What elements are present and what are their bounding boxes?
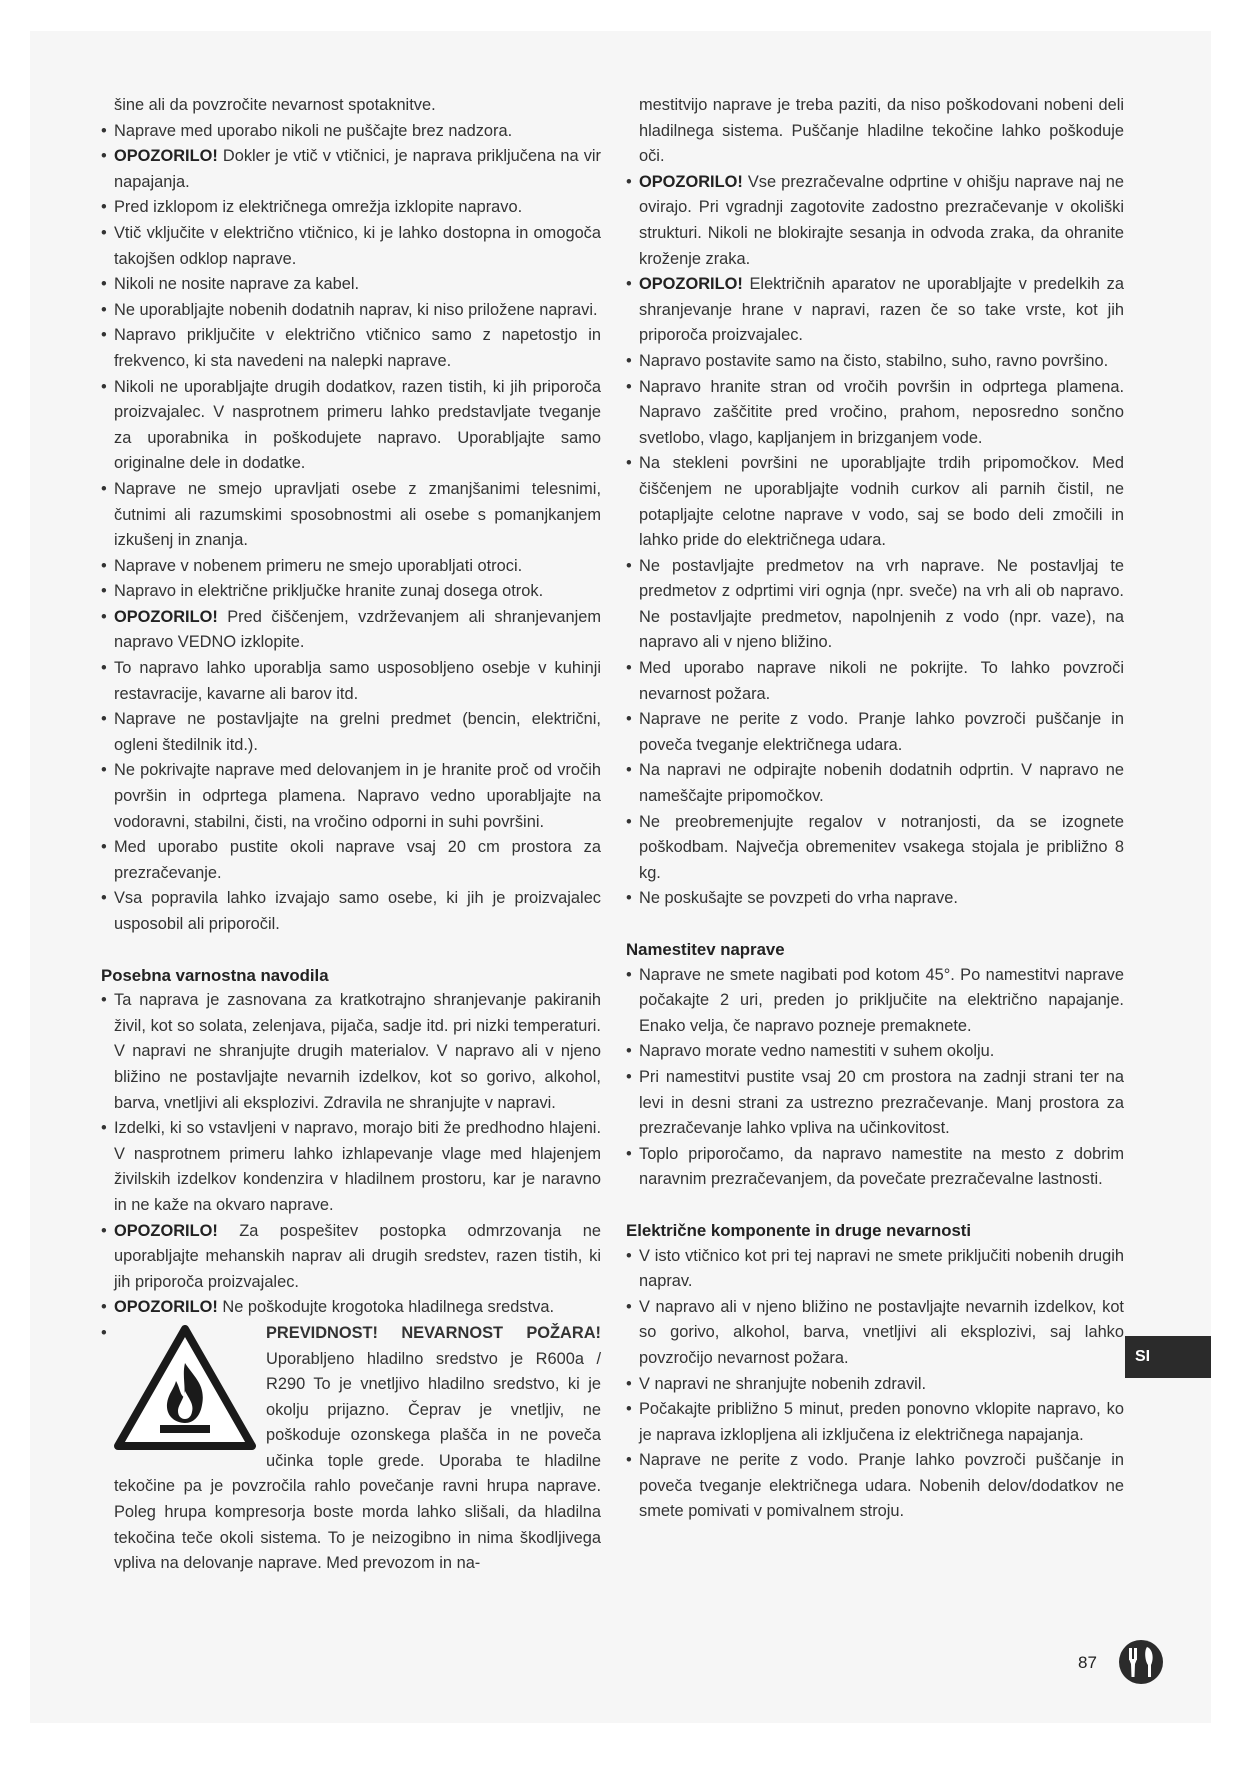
- list-item: [101, 605, 601, 656]
- continued-text: mestitvijo naprave je treba paziti, da niso poškodovani nobeni deli hladilnega sistema. Puščanje hladilne tekočine lahko poškoduje oči.: [639, 96, 1124, 166]
- list-item: [101, 656, 601, 707]
- list-item-text: Počakajte približno 5 minut, preden ponovno vklopite napravo, ko je naprava izklopljena ali izključena iz električnega napajanja.: [639, 1400, 1124, 1444]
- cutlery-logo-icon: [1118, 1639, 1164, 1685]
- page-number: 87: [1078, 1653, 1097, 1672]
- list-item-text: Naprave ne perite z vodo. Pranje lahko povzroči puščanje in poveča tveganje električnega udara. Nobenih delov/dodatkov ne smete pomivati v pomivalnem stroju.: [639, 1451, 1124, 1521]
- list-item: [101, 298, 601, 324]
- list-item-text: V isto vtičnico kot pri tej napravi ne smete priključiti nobenih drugih naprav.: [639, 1246, 1124, 1291]
- list-item-text: Ne uporabljajte nobenih dodatnih naprav, ki niso priložene napravi.: [114, 300, 598, 319]
- warning-label: OPOZORILO!: [639, 172, 743, 191]
- list-item-text: Vse prezračevalne odprtine v ohišju naprave naj ne ovirajo. Pri vgradnji zagotovite zadostno prezračevanje v okoliški strukturi. Nikoli ne blokirajte sesanja in odvoda zraka, da ohranite kroženje zraka.: [639, 172, 1124, 268]
- list-item: [101, 1219, 601, 1296]
- list-item-text: Pred čiščenjem, vzdrževanjem ali shranjevanjem napravo VEDNO izklopite.: [114, 607, 601, 652]
- list-item-text: Naprave ne perite z vodo. Pranje lahko povzroči puščanje in poveča tveganje električnega udara.: [639, 710, 1124, 754]
- list-item: [101, 195, 601, 221]
- list-item-text: Na napravi ne odpirajte nobenih dodatnih odprtin. V napravo ne nameščajte pripomočkov.: [639, 761, 1124, 806]
- list-item: [101, 144, 601, 195]
- list-item: [101, 119, 601, 145]
- list-item-text: Med uporabo pustite okoli naprave vsaj 20 cm prostora za prezračevanje.: [114, 838, 601, 882]
- list-item: [101, 579, 601, 605]
- fire-warning-heading: • PREVIDNOST! NEVARNOST POŽARA!: [266, 1323, 601, 1342]
- fire-warning-text: Uporabljeno hladilno sredstvo je R600a / R290 To je vnetljivo hladilno sredstvo, ki je okolju prijazno. Čeprav je vnetljiv, ne poškoduje ozonskega plašča in ne poveča učinka tople grede. Uporaba te hladilne tekočine pa je povzročila rahlo povečanje ravni hrupa naprave. Poleg hrupa kompresorja boste morda lahko slišali, da hladilna tekočina teče okoli sistema. To je neizogibno in nima škodljivega vpliva na delovanje naprave. Med prevozom in na-: [114, 1349, 601, 1573]
- list-item-text: Ne poskušajte se povzpeti do vrha naprave.: [639, 889, 958, 908]
- list-item: [101, 835, 601, 886]
- list-item: [101, 323, 601, 374]
- list-item: [626, 1065, 1124, 1142]
- list-item-text: Ne postavljajte predmetov na vrh naprave. Ne postavljaj te predmetov z odprtimi viri ognja (npr. sveče) na vrh ali ob napravo. Ne postavljajte predmetov, napolnjenih z vodo (npr. vaze), na napravo ali v njeno bližino.: [639, 556, 1124, 652]
- list-item: [101, 221, 601, 272]
- list-item: [626, 886, 1124, 912]
- warning-label: OPOZORILO!: [114, 607, 218, 626]
- installation-list: [626, 963, 1124, 1193]
- safety-list: [626, 170, 1124, 912]
- list-item: [101, 886, 601, 937]
- safety-list: [101, 119, 601, 938]
- list-item: [101, 1116, 601, 1218]
- list-item: [101, 272, 601, 298]
- electrical-list: [626, 1244, 1124, 1526]
- list-item: [626, 349, 1124, 375]
- section-heading-installation: Namestitev naprave: [626, 940, 785, 959]
- list-item-text: Ne preobremenjujte regalov v notranjosti, da se izognete poškodbam. Največja obremenitev vsakega stojala je približno 8 kg.: [639, 812, 1124, 882]
- special-safety-list: [101, 988, 601, 1321]
- list-item-text: Toplo priporočamo, da napravo namestite na mesto z dobrim naravnim prezračevanjem, da povečate prezračevalne lastnosti.: [639, 1144, 1124, 1189]
- flammable-warning-icon: [114, 1325, 256, 1450]
- list-item-text: Pred izklopom iz električnega omrežja izklopite napravo.: [114, 198, 523, 217]
- list-item: [626, 272, 1124, 349]
- list-item-text: Napravo priključite v električno vtičnico samo z napetostjo in frekvenco, ki sta navedeni na nalepki naprave.: [114, 326, 601, 370]
- manual-page: [30, 31, 1211, 1723]
- list-item-text: Dokler je vtič v vtičnici, je naprava priključena na vir napajanja.: [114, 147, 601, 191]
- list-item: [626, 656, 1124, 707]
- warning-label: OPOZORILO!: [639, 275, 743, 294]
- list-item-text: Napravo hranite stran od vročih površin in odprtega plamena. Napravo zaščitite pred vročino, prahom, neposredno sončno svetlobo, vlago, kapljanjem in brizganjem vode.: [639, 377, 1124, 447]
- list-item-text: Nikoli ne nosite naprave za kabel.: [114, 275, 360, 294]
- list-item: [626, 554, 1124, 656]
- list-item: [626, 451, 1124, 553]
- list-item: [626, 1039, 1124, 1065]
- warning-label: OPOZORILO!: [114, 147, 218, 166]
- list-item-text: Napravo postavite samo na čisto, stabilno, suho, ravno površino.: [639, 351, 1109, 370]
- list-item-text: Naprave ne smete nagibati pod kotom 45°. Po namestitvi naprave počakajte 2 uri, preden jo priključite na električno napajanje. Enako velja, če napravo pozneje premaknete.: [639, 965, 1124, 1035]
- list-item-text: Napravo morate vedno namestiti v suhem okolju.: [639, 1042, 995, 1061]
- continued-text: šine ali da povzročite nevarnost spotaknitve.: [114, 96, 436, 114]
- list-item: [626, 758, 1124, 809]
- left-column: [101, 93, 601, 1577]
- list-item: [626, 1448, 1124, 1525]
- list-item: [626, 1397, 1124, 1448]
- fire-warning-item: [101, 1321, 601, 1577]
- list-item-text: Ne poškodujte krogotoka hladilnega sredstva.: [217, 1298, 555, 1317]
- list-item: [626, 1142, 1124, 1193]
- list-item-text: Ta naprava je zasnovana za kratkotrajno shranjevanje pakiranih živil, kot so solata, zelenjava, pijača, sadje itd. pri nizki temperaturi. V napravi ne shranjujte drugih materialov. V napravo ali v njeno bližino ne postavljajte nevarnih izdelkov, kot so gorivo, alkohol, barva, vnetljivi ali eksplozivi. Zdravila ne shranjujte v napravi.: [114, 991, 601, 1112]
- right-column: [626, 93, 1124, 1525]
- list-item: [626, 963, 1124, 1040]
- list-item: [626, 810, 1124, 887]
- section-heading-electrical: Električne komponente in druge nevarnosti: [626, 1220, 972, 1240]
- list-item-text: Naprave ne smejo upravljati osebe z zmanjšanimi telesnimi, čutnimi ali razumskimi sposobnostmi ali osebe s pomanjkanjem izkušenj in znanja.: [114, 479, 601, 550]
- list-item-text: Naprave med uporabo nikoli ne puščajte brez nadzora.: [114, 121, 513, 140]
- list-item: [626, 1295, 1124, 1372]
- list-item-text: Naprave ne postavljajte na grelni predmet (bencin, električni, ogleni štedilnik itd.).: [114, 710, 601, 754]
- list-item: [101, 375, 601, 477]
- warning-label: OPOZORILO!: [114, 1221, 218, 1240]
- list-item-text: Vtič vključite v električno vtičnico, ki je lahko dostopna in omogoča takojšen odklop naprave.: [114, 223, 601, 268]
- list-item: [101, 707, 601, 758]
- list-item-text: Napravo in električne priključke hranite zunaj dosega otrok.: [114, 582, 544, 601]
- list-item-text: Vsa popravila lahko izvajajo samo osebe, ki jih je proizvajalec usposobil ali priporočil.: [114, 889, 601, 933]
- list-item: [101, 988, 601, 1116]
- warning-label: OPOZORILO!: [114, 1298, 218, 1317]
- list-item-text: Med uporabo naprave nikoli ne pokrijte. To lahko povzroči nevarnost požara.: [639, 659, 1124, 703]
- list-item-text: V napravo ali v njeno bližino ne postavljajte nevarnih izdelkov, kot so gorivo, alkohol, barva, vnetljivi ali eksplozivi, saj lahko povzročijo nevarnost požara.: [639, 1297, 1124, 1367]
- list-item-text: Nikoli ne uporabljajte drugih dodatkov, razen tistih, ki jih priporoča proizvajalec. V nasprotnem primeru lahko predstavljate tveganje za uporabnika in poškodujete napravo. Uporabljajte samo originalne dele in dodatke.: [114, 377, 601, 473]
- list-item-text: To napravo lahko uporablja samo usposobljeno osebje v kuhinji restavracije, kavarne ali barov itd.: [114, 659, 601, 703]
- list-item: [626, 707, 1124, 758]
- list-item-text: V napravi ne shranjujte nobenih zdravil.: [639, 1374, 927, 1393]
- list-item-text: Pri namestitvi pustite vsaj 20 cm prostora na zadnji strani ter na levi in desni strani za ustrezno prezračevanje. Manj prostora za prezračevanje lahko vpliva na učinkovitost.: [639, 1067, 1124, 1138]
- list-item-text: Za pospešitev postopka odmrzovanja ne uporabljajte mehanskih naprav ali drugih sredstev, razen tistih, ki jih priporoča proizvajalec.: [114, 1221, 601, 1291]
- list-item: [626, 170, 1124, 272]
- list-item: [101, 758, 601, 835]
- list-item-text: Električnih aparatov ne uporabljajte v predelkih za shranjevanje hrane v napravi, razen če so take vrste, kot jih priporoča proizvajalec.: [639, 275, 1124, 345]
- section-heading-special-safety: Posebna varnostna navodila: [101, 965, 329, 985]
- list-item: [101, 1295, 601, 1321]
- list-item-text: Na stekleni površini ne uporabljajte trdih pripomočkov. Med čiščenjem ne uporabljajte vodnih curkov ali parnih čistil, ne potapljajte celotne naprave v vodo, saj se bodo deli zmočili in lahko pride do električnega udara.: [639, 454, 1124, 550]
- list-item-text: Naprave v nobenem primeru ne smejo uporabljati otroci.: [114, 556, 523, 575]
- list-item: [626, 1372, 1124, 1398]
- list-item-text: Ne pokrivajte naprave med delovanjem in je hranite proč od vročih površin in odprtega plamena. Napravo vedno uporabljajte na vodoravni, stabilni, čisti, na vročino odporni in suhi površini.: [114, 761, 601, 831]
- list-item: [626, 375, 1124, 452]
- language-tab: SI: [1125, 1336, 1211, 1378]
- list-item-text: Izdelki, ki so vstavljeni v napravo, morajo biti že predhodno hlajeni. V nasprotnem primeru lahko izhlapevanje vlage med hlajenjem živilskih izdelkov kondenzira v hladilnem prostoru, kar je naravno in ne kaže na okvaro naprave.: [114, 1119, 601, 1214]
- list-item: [626, 1244, 1124, 1295]
- list-item: [101, 554, 601, 580]
- list-item: [101, 477, 601, 554]
